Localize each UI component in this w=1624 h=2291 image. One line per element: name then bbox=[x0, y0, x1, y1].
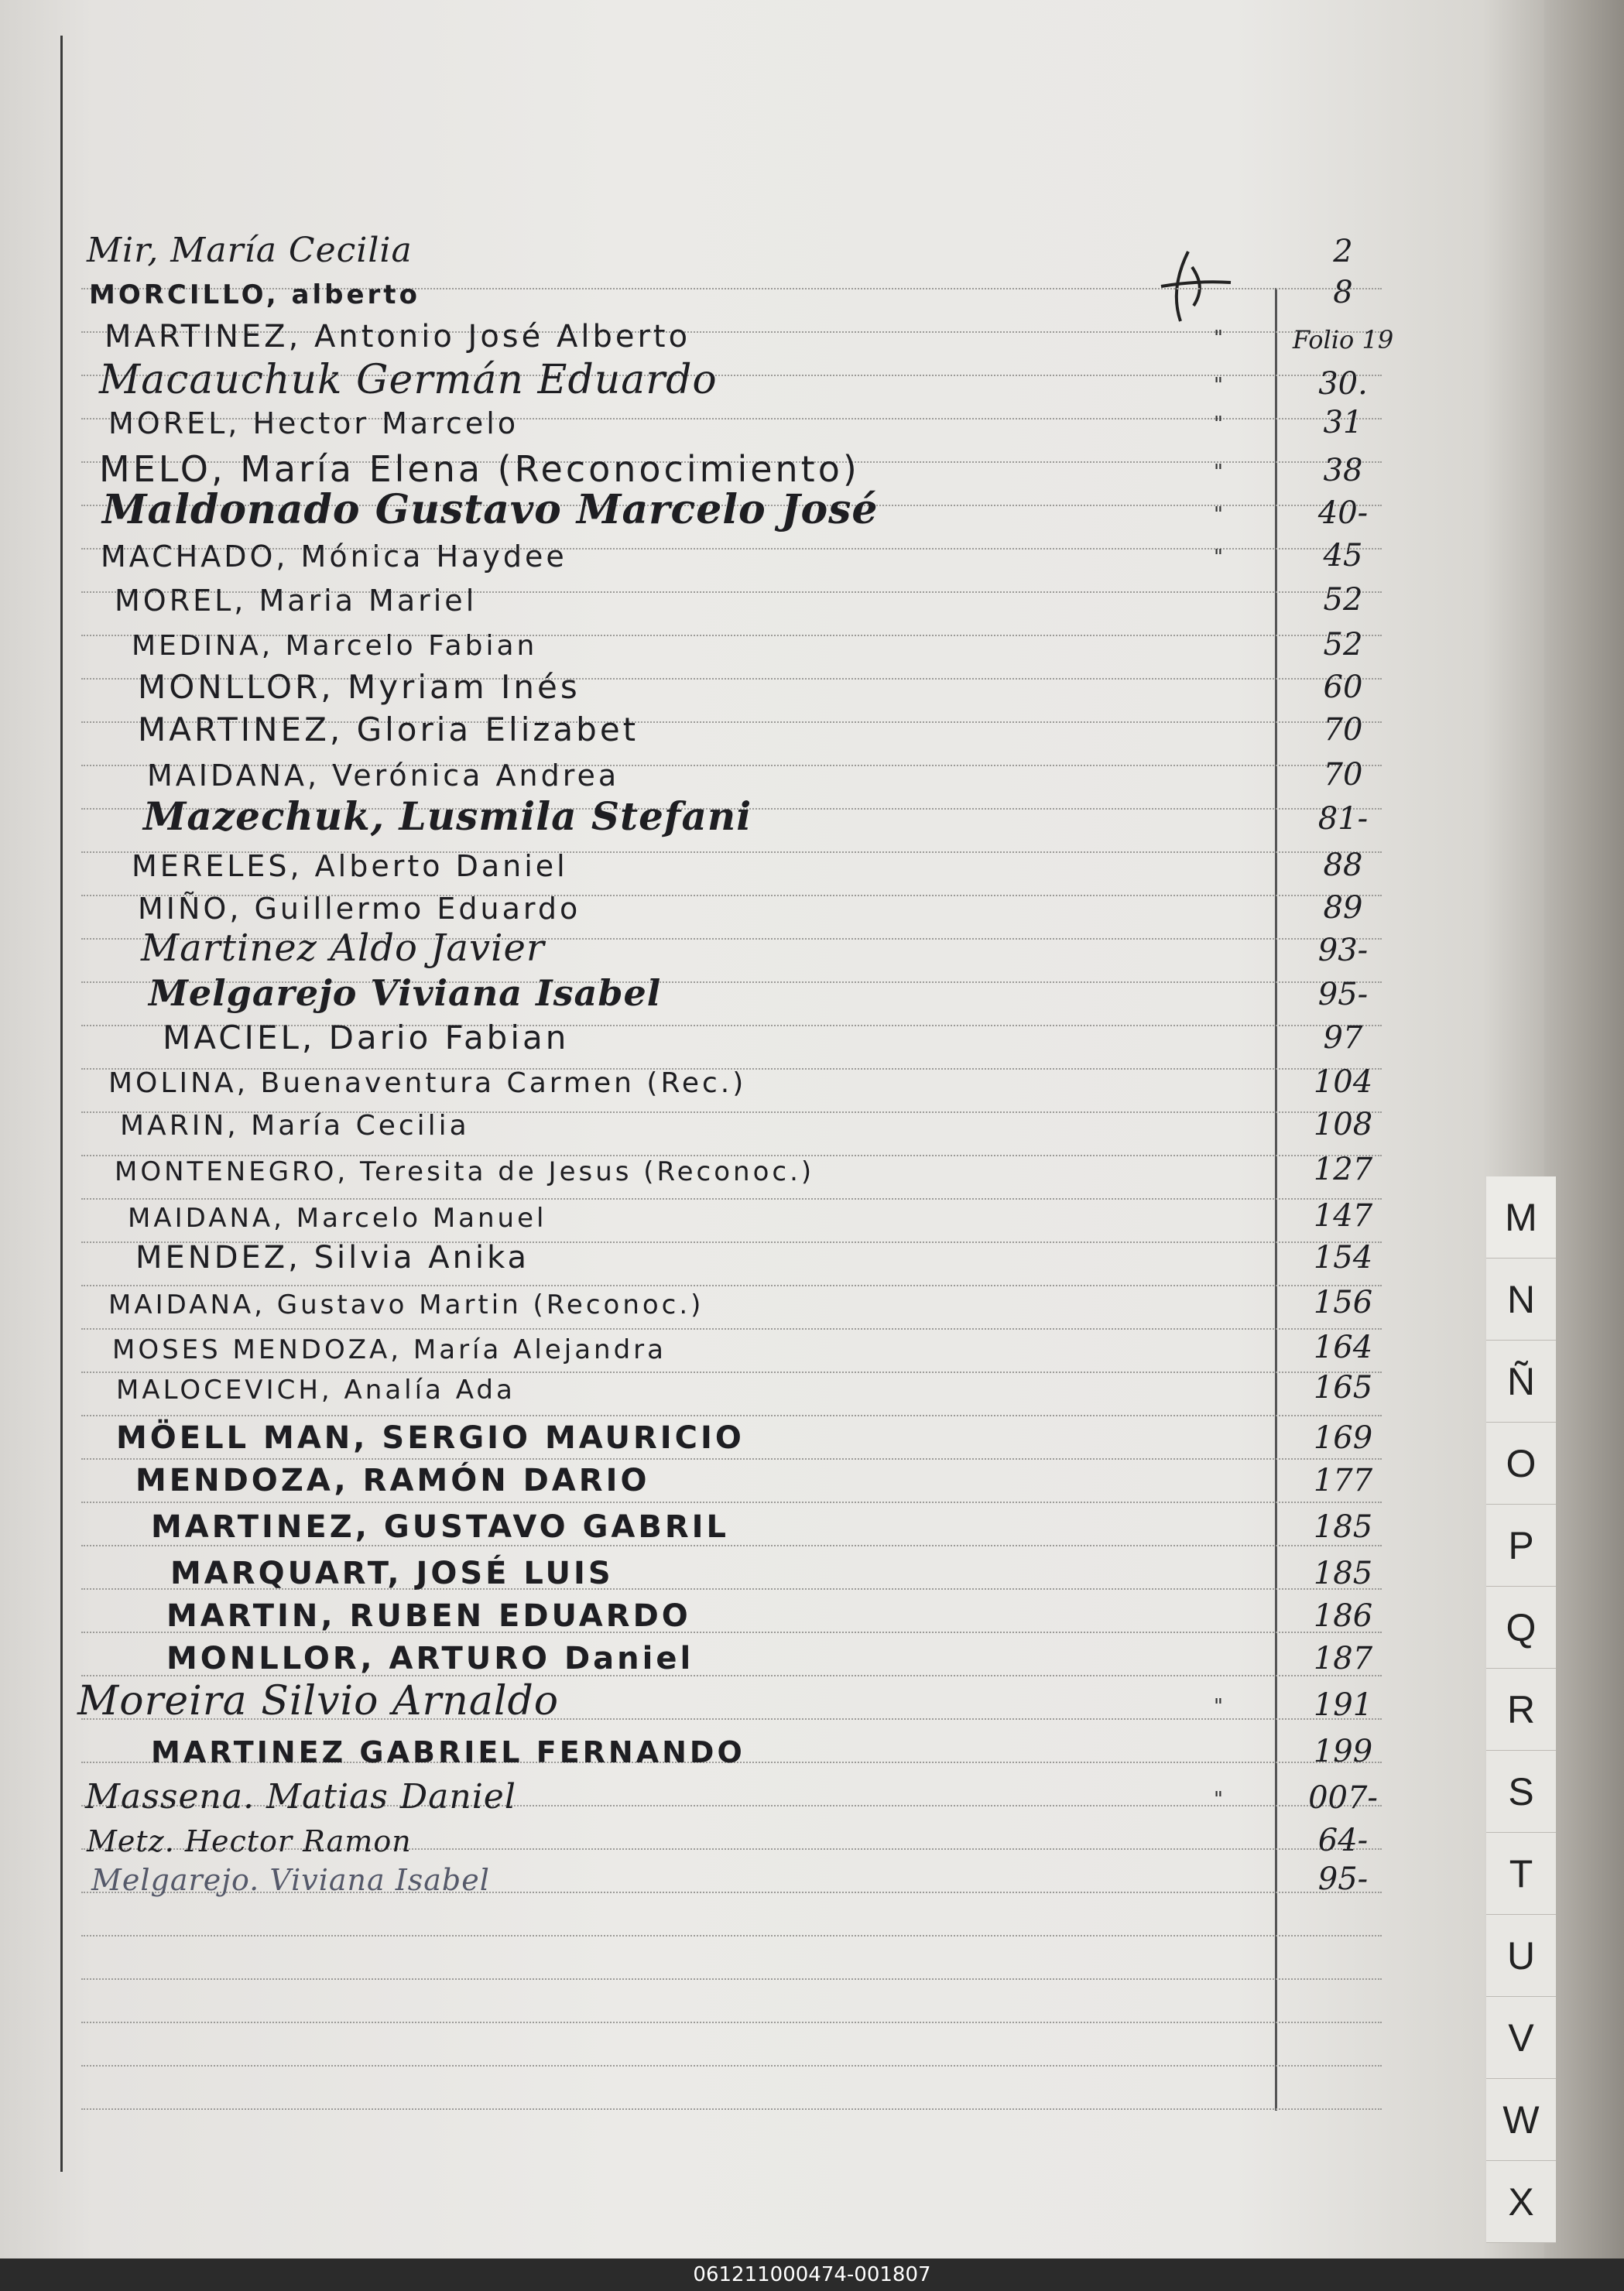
entry-folio: 31 bbox=[1323, 405, 1363, 440]
ditto-mark: " bbox=[1214, 1788, 1223, 1811]
entry-name: MARTINEZ, Gloria Elizabet bbox=[138, 711, 639, 748]
index-tab[interactable]: U bbox=[1486, 1915, 1556, 1997]
entry-folio: 52 bbox=[1323, 582, 1363, 618]
ditto-mark: " bbox=[1214, 546, 1223, 569]
entry-folio: 38 bbox=[1323, 453, 1363, 488]
entry-name: Mazechuk, Lusmila Stefani bbox=[143, 793, 752, 839]
entry-folio: 164 bbox=[1313, 1330, 1373, 1365]
ruled-line bbox=[81, 1502, 1382, 1503]
entry-name: MOLINA, Buenaventura Carmen (Rec.) bbox=[108, 1067, 747, 1099]
index-tab[interactable]: T bbox=[1486, 1833, 1556, 1915]
entry-folio: 45 bbox=[1323, 538, 1363, 574]
entry-folio: 70 bbox=[1323, 757, 1363, 793]
entry-folio: 185 bbox=[1313, 1509, 1373, 1545]
entry-name: MÖELL MAN, SERGIO MAURICIO bbox=[116, 1420, 745, 1456]
entry-name: MARTINEZ, Antonio José Alberto bbox=[104, 319, 691, 354]
index-tab[interactable]: X bbox=[1486, 2161, 1556, 2243]
ruled-line bbox=[81, 2065, 1382, 2067]
entry-name: MARTIN, RUBEN EDUARDO bbox=[166, 1598, 691, 1634]
entry-folio: 165 bbox=[1313, 1370, 1373, 1406]
entry-folio: 169 bbox=[1313, 1420, 1373, 1456]
entry-folio: 104 bbox=[1313, 1064, 1373, 1100]
entry-folio: 95- bbox=[1317, 977, 1369, 1012]
index-tab[interactable]: Ñ bbox=[1486, 1341, 1556, 1423]
entry-folio: 93- bbox=[1317, 933, 1369, 968]
entry-folio: 108 bbox=[1313, 1107, 1373, 1142]
ruled-line bbox=[81, 1285, 1382, 1286]
entry-folio: 89 bbox=[1323, 890, 1363, 926]
entry-name: MEDINA, Marcelo Fabian bbox=[132, 630, 538, 662]
ruled-line bbox=[81, 1978, 1382, 1980]
entry-name: MONLLOR, Myriam Inés bbox=[138, 668, 581, 706]
entry-name: MONLLOR, ARTURO Daniel bbox=[166, 1641, 694, 1676]
entry-folio: 30. bbox=[1318, 366, 1368, 402]
entry-folio: 191 bbox=[1313, 1687, 1373, 1723]
entry-folio: 64- bbox=[1317, 1823, 1369, 1858]
index-tab[interactable]: P bbox=[1486, 1505, 1556, 1587]
entry-folio: 186 bbox=[1313, 1598, 1373, 1634]
ditto-mark: " bbox=[1214, 1695, 1223, 1718]
entry-name: MARIN, María Cecilia bbox=[120, 1110, 470, 1142]
ruled-line bbox=[81, 1415, 1382, 1416]
ruled-line bbox=[81, 1545, 1382, 1546]
entry-name: Martinez Aldo Javier bbox=[141, 926, 545, 970]
index-tab[interactable]: Q bbox=[1486, 1587, 1556, 1669]
entry-folio: 156 bbox=[1313, 1285, 1373, 1320]
ditto-mark: " bbox=[1214, 413, 1223, 436]
entry-name: Moreira Silvio Arnaldo bbox=[77, 1678, 560, 1724]
entry-name: Melgarejo. Viviana Isabel bbox=[91, 1863, 490, 1897]
alphabet-index-tabs bbox=[1486, 1176, 1556, 2243]
ruled-line bbox=[81, 2108, 1382, 2110]
signature-mark bbox=[1146, 244, 1239, 329]
ditto-mark: " bbox=[1214, 461, 1223, 484]
entry-folio: 154 bbox=[1313, 1240, 1373, 1276]
entry-name: Mir, María Cecilia bbox=[87, 231, 413, 270]
document-id: 061211000474-001807 bbox=[0, 2258, 1624, 2291]
entry-name: MONTENEGRO, Teresita de Jesus (Reconoc.) bbox=[115, 1156, 815, 1187]
entry-folio: 70 bbox=[1323, 712, 1363, 748]
entry-name: MOSES MENDOZA, María Alejandra bbox=[112, 1334, 666, 1365]
entry-name: Metz. Hector Ramon bbox=[87, 1824, 412, 1858]
entry-name: MORCILLO, alberto bbox=[89, 279, 420, 310]
margin-line bbox=[60, 36, 63, 2172]
entry-folio: 147 bbox=[1313, 1198, 1373, 1234]
ditto-mark: " bbox=[1214, 374, 1223, 397]
page-edge bbox=[1544, 0, 1624, 2258]
entry-folio: 007- bbox=[1308, 1780, 1378, 1816]
entry-name: Maldonado Gustavo Marcelo José bbox=[102, 486, 879, 533]
ditto-mark: " bbox=[1214, 503, 1223, 526]
ruled-line bbox=[81, 1372, 1382, 1373]
entry-folio: 40- bbox=[1317, 495, 1369, 531]
entry-folio: 185 bbox=[1313, 1556, 1373, 1591]
ruled-line bbox=[81, 1198, 1382, 1200]
entry-folio: 88 bbox=[1323, 848, 1363, 883]
entry-name: MACHADO, Mónica Haydee bbox=[101, 539, 567, 574]
entry-name: MARQUART, JOSÉ LUIS bbox=[170, 1556, 614, 1591]
entry-name: MAIDANA, Verónica Andrea bbox=[147, 759, 620, 793]
entry-folio: 2 bbox=[1333, 234, 1353, 269]
entry-folio: 95- bbox=[1317, 1861, 1369, 1897]
ruled-line bbox=[81, 1458, 1382, 1460]
index-tab[interactable]: V bbox=[1486, 1997, 1556, 2079]
entry-folio: 187 bbox=[1313, 1641, 1373, 1676]
ditto-mark: " bbox=[1214, 327, 1223, 350]
entry-name: Macauchuk Germán Eduardo bbox=[99, 357, 718, 403]
entry-folio: 60 bbox=[1323, 669, 1363, 705]
entry-folio: 52 bbox=[1323, 627, 1363, 663]
ruled-line bbox=[81, 1935, 1382, 1937]
entry-name: MALOCEVICH, Analía Ada bbox=[116, 1375, 516, 1406]
entry-name: MERELES, Alberto Daniel bbox=[132, 849, 568, 883]
entry-name: Massena. Matias Daniel bbox=[85, 1777, 516, 1817]
entry-name: MENDEZ, Silvia Anika bbox=[135, 1240, 530, 1276]
entry-name: MOREL, Maria Mariel bbox=[115, 584, 478, 618]
entry-folio: 177 bbox=[1313, 1463, 1373, 1498]
entry-name: MIÑO, Guillermo Eduardo bbox=[138, 892, 581, 926]
entry-name: MENDOZA, RAMÓN DARIO bbox=[135, 1463, 650, 1498]
entry-folio: 127 bbox=[1313, 1152, 1373, 1187]
entry-folio: 81- bbox=[1317, 801, 1369, 837]
entry-folio: 199 bbox=[1313, 1734, 1373, 1769]
index-tab[interactable]: S bbox=[1486, 1751, 1556, 1833]
entry-folio: 8 bbox=[1333, 275, 1353, 310]
ruled-line bbox=[81, 2022, 1382, 2023]
entry-name: MARTINEZ, GUSTAVO GABRIL bbox=[151, 1509, 730, 1545]
entry-name: MAIDANA, Gustavo Martin (Reconoc.) bbox=[108, 1289, 704, 1320]
entry-name: MOREL, Hector Marcelo bbox=[108, 406, 519, 440]
index-tab[interactable]: O bbox=[1486, 1423, 1556, 1505]
ruled-line bbox=[81, 1328, 1382, 1330]
entry-name: MAIDANA, Marcelo Manuel bbox=[128, 1203, 547, 1234]
index-tab[interactable]: N bbox=[1486, 1259, 1556, 1341]
entry-name: MACIEL, Dario Fabian bbox=[163, 1019, 570, 1056]
entry-name: MARTINEZ GABRIEL FERNANDO bbox=[151, 1735, 745, 1769]
index-tab[interactable]: W bbox=[1486, 2079, 1556, 2161]
entry-folio: Folio 19 bbox=[1292, 325, 1394, 354]
entry-name: Melgarejo Viviana Isabel bbox=[149, 972, 662, 1014]
index-tab[interactable]: R bbox=[1486, 1669, 1556, 1751]
entry-name: MELO, María Elena (Reconocimiento) bbox=[99, 448, 860, 490]
entry-folio: 97 bbox=[1323, 1020, 1363, 1056]
index-tab[interactable]: M bbox=[1486, 1176, 1556, 1259]
